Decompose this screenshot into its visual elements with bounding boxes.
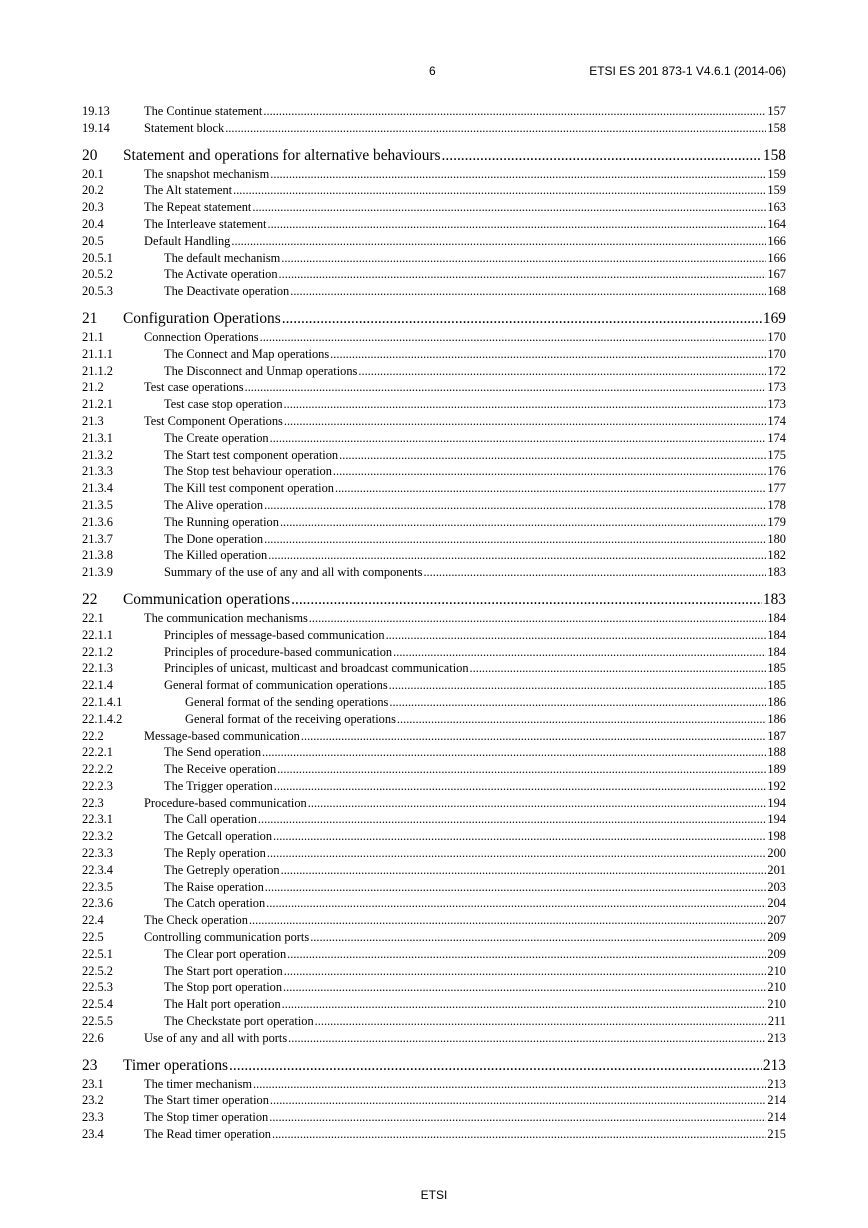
dot-leader (308, 795, 767, 812)
toc-entry-number: 21.1.2 (82, 363, 113, 378)
toc-entry-title: The Getcall operation (164, 829, 273, 844)
dot-leader (281, 250, 766, 267)
toc-entry-number: 21.3.7 (82, 531, 113, 546)
toc-entry[interactable] (82, 811, 786, 828)
toc-entry-title: Configuration Operations (123, 309, 281, 327)
toc-entry-title: The Halt port operation (164, 997, 281, 1012)
toc-entry-page: 180 (767, 531, 786, 546)
toc-entry-number: 21.3.4 (82, 481, 113, 496)
toc-entry-number: 21.3.1 (82, 430, 113, 445)
toc-entry-number: 22.5 (82, 930, 104, 945)
toc-entry[interactable] (82, 1126, 786, 1143)
dot-leader (284, 963, 767, 980)
toc-entry-number: 22.5.5 (82, 1014, 113, 1029)
table-of-contents (82, 103, 786, 1143)
toc-entry-number: 23.2 (82, 1093, 104, 1108)
toc-entry-number: 22.1.3 (82, 661, 113, 676)
toc-entry[interactable] (82, 547, 786, 564)
page-number: 6 (429, 64, 436, 78)
toc-entry[interactable] (82, 182, 786, 199)
toc-entry-title: The Activate operation (164, 267, 278, 282)
toc-entry-number: 19.14 (82, 120, 110, 135)
toc-entry[interactable] (82, 396, 786, 413)
toc-entry-page: 210 (767, 980, 786, 995)
toc-entry-page: 183 (767, 565, 786, 580)
toc-entry-page: 209 (767, 930, 786, 945)
dot-leader (397, 711, 767, 728)
toc-entry-page: 198 (767, 829, 786, 844)
toc-entry-title: The Send operation (164, 745, 262, 760)
toc-entry[interactable] (82, 879, 786, 896)
toc-entry-page: 163 (767, 200, 786, 215)
toc-entry-title: The Start port operation (164, 963, 283, 978)
toc-entry-title: Timer operations (123, 1056, 229, 1074)
toc-entry-title: Principles of message-based communication (164, 627, 385, 642)
toc-entry-number: 21.3.8 (82, 548, 113, 563)
toc-entry-title: The Start test component operation (164, 447, 339, 462)
toc-entry[interactable] (82, 929, 786, 946)
toc-entry-number: 21.3 (82, 413, 104, 428)
dot-leader (335, 480, 766, 497)
toc-entry-number: 22.3.4 (82, 862, 113, 877)
toc-entry-page: 213 (762, 1056, 786, 1074)
toc-entry[interactable] (82, 744, 786, 761)
toc-entry-number: 20.2 (82, 183, 104, 198)
dot-leader (284, 413, 767, 430)
toc-entry-page: 215 (767, 1127, 786, 1142)
toc-entry[interactable] (82, 266, 786, 283)
toc-entry[interactable] (82, 627, 786, 644)
toc-entry-page: 158 (767, 120, 786, 135)
toc-entry[interactable] (82, 795, 786, 812)
toc-entry-title: The snapshot mechanism (144, 166, 270, 181)
toc-entry[interactable] (82, 711, 786, 728)
toc-entry-page: 159 (767, 166, 786, 181)
dot-leader (252, 199, 766, 216)
toc-entry-number: 22.3.1 (82, 812, 113, 827)
toc-entry-title: Default Handling (144, 233, 231, 248)
toc-entry-title: The Disconnect and Unmap operations (164, 363, 358, 378)
dot-leader (267, 216, 766, 233)
toc-entry-page: 176 (767, 464, 786, 479)
dot-leader (270, 430, 767, 447)
toc-entry-page: 210 (767, 963, 786, 978)
toc-entry-title: The Checkstate port operation (164, 1014, 314, 1029)
toc-entry-page: 203 (767, 879, 786, 894)
toc-entry[interactable] (82, 979, 786, 996)
toc-entry[interactable] (82, 895, 786, 912)
toc-entry-number: 22.3.2 (82, 829, 113, 844)
dot-leader (333, 463, 766, 480)
dot-leader (270, 1092, 767, 1109)
toc-entry-page: 185 (767, 661, 786, 676)
toc-entry-page: 177 (767, 481, 786, 496)
toc-entry[interactable] (82, 1076, 786, 1093)
dot-leader (280, 514, 766, 531)
dot-leader (264, 531, 766, 548)
dot-leader (423, 564, 766, 581)
toc-entry-page: 204 (767, 896, 786, 911)
toc-entry-page: 184 (767, 644, 786, 659)
dot-leader (274, 778, 767, 795)
toc-entry-title: The Running operation (164, 514, 279, 529)
toc-entry-number: 21.3.5 (82, 497, 113, 512)
toc-entry[interactable] (82, 728, 786, 745)
dot-leader (288, 1030, 766, 1047)
toc-entry-title: The Reply operation (164, 846, 266, 861)
toc-entry-number: 22.6 (82, 1030, 104, 1045)
toc-entry-title: Test case stop operation (164, 397, 283, 412)
toc-entry-number: 20 (82, 146, 98, 164)
document-id: ETSI ES 201 873-1 V4.6.1 (2014-06) (589, 64, 786, 78)
toc-entry-page: 164 (767, 216, 786, 231)
toc-entry-title: The Done operation (164, 531, 264, 546)
toc-entry-number: 19.13 (82, 104, 110, 118)
toc-entry-number: 22.5.1 (82, 946, 113, 961)
toc-entry[interactable] (82, 677, 786, 694)
toc-entry-title: The Call operation (164, 812, 257, 827)
toc-entry[interactable] (82, 963, 786, 980)
toc-entry-title: The Trigger operation (164, 778, 273, 793)
toc-entry[interactable] (82, 564, 786, 581)
toc-entry-number: 20.1 (82, 166, 104, 181)
toc-entry-title: The Connect and Map operations (164, 346, 330, 361)
toc-entry[interactable] (82, 778, 786, 795)
toc-entry-page: 184 (767, 610, 786, 625)
toc-section-entry[interactable] (82, 1055, 786, 1076)
toc-entry-page: 188 (767, 745, 786, 760)
toc-entry-page: 182 (767, 548, 786, 563)
toc-entry-number: 22 (82, 590, 98, 608)
toc-entry-number: 20.3 (82, 200, 104, 215)
footer-text: ETSI (420, 1188, 448, 1202)
dot-leader (470, 660, 767, 677)
toc-entry[interactable] (82, 283, 786, 300)
toc-entry-page: 210 (767, 997, 786, 1012)
toc-entry-title: The Alive operation (164, 497, 264, 512)
toc-entry[interactable] (82, 250, 786, 267)
toc-entry[interactable] (82, 430, 786, 447)
toc-entry-page: 179 (767, 514, 786, 529)
dot-leader (273, 828, 766, 845)
toc-entry-title: The Read timer operation (144, 1127, 271, 1142)
toc-entry[interactable] (82, 946, 786, 963)
dot-leader (330, 346, 766, 363)
toc-entry-number: 21.3.9 (82, 565, 113, 580)
dot-leader (301, 728, 767, 745)
toc-entry[interactable] (82, 329, 786, 346)
toc-entry-page: 189 (767, 762, 786, 777)
toc-entry-number: 22.3.5 (82, 879, 113, 894)
toc-entry-number: 22.2.3 (82, 778, 113, 793)
toc-entry-title: The Receive operation (164, 762, 277, 777)
toc-entry-title: The Stop port operation (164, 980, 283, 995)
toc-entry-number: 21.2.1 (82, 397, 113, 412)
toc-entry[interactable] (82, 199, 786, 216)
toc-entry-page: 214 (767, 1110, 786, 1125)
toc-entry-page: 187 (767, 728, 786, 743)
toc-entry[interactable] (82, 233, 786, 250)
toc-entry-number: 23 (82, 1056, 98, 1074)
toc-entry-page: 213 (767, 1076, 786, 1091)
toc-entry-number: 21.3.2 (82, 447, 113, 462)
toc-entry-number: 22.5.3 (82, 980, 113, 995)
toc-entry-title: Connection Operations (144, 329, 259, 344)
toc-entry-title: The Deactivate operation (164, 284, 290, 299)
toc-entry-title: The Kill test component operation (164, 481, 334, 496)
toc-entry-number: 22.1.4.1 (82, 694, 123, 709)
toc-entry-number: 21 (82, 309, 98, 327)
dot-leader (260, 329, 767, 346)
toc-entry-number: 22.2.1 (82, 745, 113, 760)
toc-entry-title: Use of any and all with ports (144, 1030, 288, 1045)
dot-leader (279, 266, 767, 283)
dot-leader (277, 761, 766, 778)
toc-section-entry[interactable] (82, 589, 786, 610)
toc-entry-title: General format of the receiving operations (185, 711, 396, 726)
toc-entry-page: 178 (767, 497, 786, 512)
toc-entry-page: 167 (767, 267, 786, 282)
toc-entry-number: 21.2 (82, 380, 104, 395)
toc-section-entry[interactable] (82, 145, 786, 166)
toc-entry-page: 211 (767, 1014, 786, 1029)
dot-leader (225, 120, 766, 137)
toc-entry-number: 23.1 (82, 1076, 104, 1091)
toc-entry[interactable] (82, 694, 786, 711)
toc-entry[interactable] (82, 845, 786, 862)
toc-entry[interactable] (82, 103, 786, 120)
toc-entry-number: 22.1.1 (82, 627, 113, 642)
toc-entry[interactable] (82, 1092, 786, 1109)
toc-entry-title: The Start timer operation (144, 1093, 269, 1108)
dot-leader (315, 1013, 767, 1030)
toc-entry-page: 194 (767, 812, 786, 827)
toc-entry-title: General format of the sending operations (185, 694, 389, 709)
toc-entry-number: 22.2.2 (82, 762, 113, 777)
toc-entry-number: 21.3.6 (82, 514, 113, 529)
dot-leader (282, 308, 762, 329)
dot-leader (291, 589, 762, 610)
toc-entry-number: 20.5.2 (82, 267, 113, 282)
toc-entry-number: 22.2 (82, 728, 104, 743)
toc-entry[interactable] (82, 828, 786, 845)
dot-leader (253, 1076, 766, 1093)
dot-leader (290, 283, 766, 300)
toc-entry-page: 209 (767, 946, 786, 961)
toc-entry-title: The Getreply operation (164, 862, 280, 877)
dot-leader (263, 103, 766, 120)
toc-entry-page: 170 (767, 346, 786, 361)
toc-entry[interactable] (82, 447, 786, 464)
toc-entry-page: 173 (767, 380, 786, 395)
dot-leader (281, 862, 767, 879)
dot-leader (265, 879, 767, 896)
dot-leader (264, 497, 766, 514)
dot-leader (358, 363, 766, 380)
toc-entry-page: 157 (767, 104, 786, 118)
toc-entry-number: 22.5.4 (82, 997, 113, 1012)
toc-entry-title: The Interleave statement (144, 216, 267, 231)
toc-entry-title: General format of communication operations (164, 678, 388, 693)
toc-entry[interactable] (82, 862, 786, 879)
toc-entry-title: Summary of the use of any and all with components (164, 565, 423, 580)
toc-entry-number: 20.5.1 (82, 250, 113, 265)
dot-leader (389, 677, 767, 694)
toc-entry-title: Test case operations (144, 380, 244, 395)
toc-entry-page: 170 (767, 329, 786, 344)
toc-entry[interactable] (82, 610, 786, 627)
toc-entry-page: 166 (767, 233, 786, 248)
toc-entry-number: 22.3.3 (82, 846, 113, 861)
toc-entry-page: 183 (762, 590, 786, 608)
toc-entry-page: 201 (767, 862, 786, 877)
dot-leader (339, 447, 766, 464)
toc-entry-title: Message-based communication (144, 728, 300, 743)
toc-entry[interactable] (82, 379, 786, 396)
dot-leader (268, 547, 766, 564)
toc-entry-title: Procedure-based communication (144, 795, 307, 810)
dot-leader (284, 396, 767, 413)
toc-entry[interactable] (82, 216, 786, 233)
toc-entry[interactable] (82, 1109, 786, 1126)
toc-entry-page: 159 (767, 183, 786, 198)
dot-leader (310, 929, 766, 946)
toc-entry-number: 22.1 (82, 610, 104, 625)
dot-leader (282, 996, 767, 1013)
toc-entry-number: 23.4 (82, 1127, 104, 1142)
toc-entry-title: The Raise operation (164, 879, 264, 894)
toc-entry-page: 200 (767, 846, 786, 861)
toc-entry-title: The Stop test behaviour operation (164, 464, 332, 479)
toc-entry[interactable] (82, 912, 786, 929)
toc-entry-page: 186 (767, 711, 786, 726)
toc-entry[interactable] (82, 413, 786, 430)
toc-entry-title: The Repeat statement (144, 200, 252, 215)
toc-entry-title: The Catch operation (164, 896, 266, 911)
toc-entry-number: 22.3.6 (82, 896, 113, 911)
toc-entry-title: Test Component Operations (144, 413, 283, 428)
toc-entry-number: 20.5.3 (82, 284, 113, 299)
toc-entry-number: 23.3 (82, 1110, 104, 1125)
toc-entry-page: 173 (767, 397, 786, 412)
toc-entry-page: 185 (767, 678, 786, 693)
toc-entry-number: 21.1 (82, 329, 104, 344)
toc-entry-title: Controlling communication ports (144, 930, 310, 945)
toc-entry-number: 22.5.2 (82, 963, 113, 978)
toc-entry[interactable] (82, 1013, 786, 1030)
dot-leader (389, 694, 766, 711)
toc-entry-title: Statement block (144, 120, 225, 135)
toc-entry-number: 20.4 (82, 216, 104, 231)
toc-entry-page: 192 (767, 778, 786, 793)
dot-leader (245, 379, 767, 396)
toc-entry[interactable] (82, 120, 786, 137)
toc-entry-title: The Create operation (164, 430, 269, 445)
toc-entry[interactable] (82, 346, 786, 363)
toc-entry-page: 207 (767, 913, 786, 928)
toc-entry-page: 213 (767, 1030, 786, 1045)
toc-entry-page: 184 (767, 627, 786, 642)
toc-entry-title: Principles of unicast, multicast and broadcast communication (164, 661, 469, 676)
dot-leader (258, 811, 767, 828)
dot-leader (266, 895, 766, 912)
toc-entry-page: 172 (767, 363, 786, 378)
dot-leader (269, 1109, 766, 1126)
toc-entry-page: 166 (767, 250, 786, 265)
toc-entry-title: The Check operation (144, 913, 248, 928)
dot-leader (287, 946, 766, 963)
toc-entry-title: The default mechanism (164, 250, 281, 265)
toc-entry-page: 158 (762, 146, 786, 164)
toc-entry[interactable] (82, 514, 786, 531)
dot-leader (393, 644, 766, 661)
dot-leader (229, 1055, 762, 1076)
toc-entry-number: 22.4 (82, 913, 104, 928)
toc-entry-title: The Alt statement (144, 183, 233, 198)
toc-entry-title: The Clear port operation (164, 946, 287, 961)
dot-leader (262, 744, 766, 761)
toc-entry-number: 20.5 (82, 233, 104, 248)
toc-entry-number: 22.3 (82, 795, 104, 810)
toc-entry-page: 175 (767, 447, 786, 462)
toc-entry[interactable] (82, 660, 786, 677)
toc-entry-page: 169 (762, 309, 786, 327)
toc-entry-number: 21.1.1 (82, 346, 113, 361)
toc-entry-number: 22.1.4.2 (82, 711, 123, 726)
dot-leader (283, 979, 766, 996)
toc-entry-page: 174 (767, 430, 786, 445)
toc-entry-title: Statement and operations for alternative behaviours (123, 146, 441, 164)
toc-entry[interactable] (82, 363, 786, 380)
toc-entry-page: 194 (767, 795, 786, 810)
dot-leader (272, 1126, 766, 1143)
toc-entry[interactable] (82, 761, 786, 778)
toc-entry-title: The Killed operation (164, 548, 268, 563)
toc-section-entry[interactable] (82, 308, 786, 329)
toc-entry[interactable] (82, 166, 786, 183)
toc-entry[interactable] (82, 480, 786, 497)
toc-entry-title: The communication mechanisms (144, 610, 308, 625)
toc-entry[interactable] (82, 463, 786, 480)
toc-entry-title: The timer mechanism (144, 1076, 253, 1091)
dot-leader (270, 166, 766, 183)
dot-leader (267, 845, 767, 862)
toc-entry-page: 214 (767, 1093, 786, 1108)
toc-entry-number: 22.1.4 (82, 678, 113, 693)
toc-entry-title: Principles of procedure-based communication (164, 644, 393, 659)
dot-leader (233, 182, 766, 199)
dot-leader (386, 627, 767, 644)
toc-entry-page: 186 (767, 694, 786, 709)
toc-entry[interactable] (82, 497, 786, 514)
toc-entry[interactable] (82, 1030, 786, 1047)
toc-entry-title: Communication operations (123, 590, 291, 608)
toc-entry[interactable] (82, 996, 786, 1013)
dot-leader (442, 145, 762, 166)
toc-entry-title: The Stop timer operation (144, 1110, 269, 1125)
toc-entry-title: The Continue statement (144, 104, 263, 118)
dot-leader (309, 610, 767, 627)
toc-entry[interactable] (82, 531, 786, 548)
toc-entry-page: 168 (767, 284, 786, 299)
dot-leader (249, 912, 767, 929)
toc-entry[interactable] (82, 644, 786, 661)
dot-leader (231, 233, 766, 250)
toc-entry-number: 21.3.3 (82, 464, 113, 479)
toc-entry-page: 174 (767, 413, 786, 428)
toc-entry-number: 22.1.2 (82, 644, 113, 659)
